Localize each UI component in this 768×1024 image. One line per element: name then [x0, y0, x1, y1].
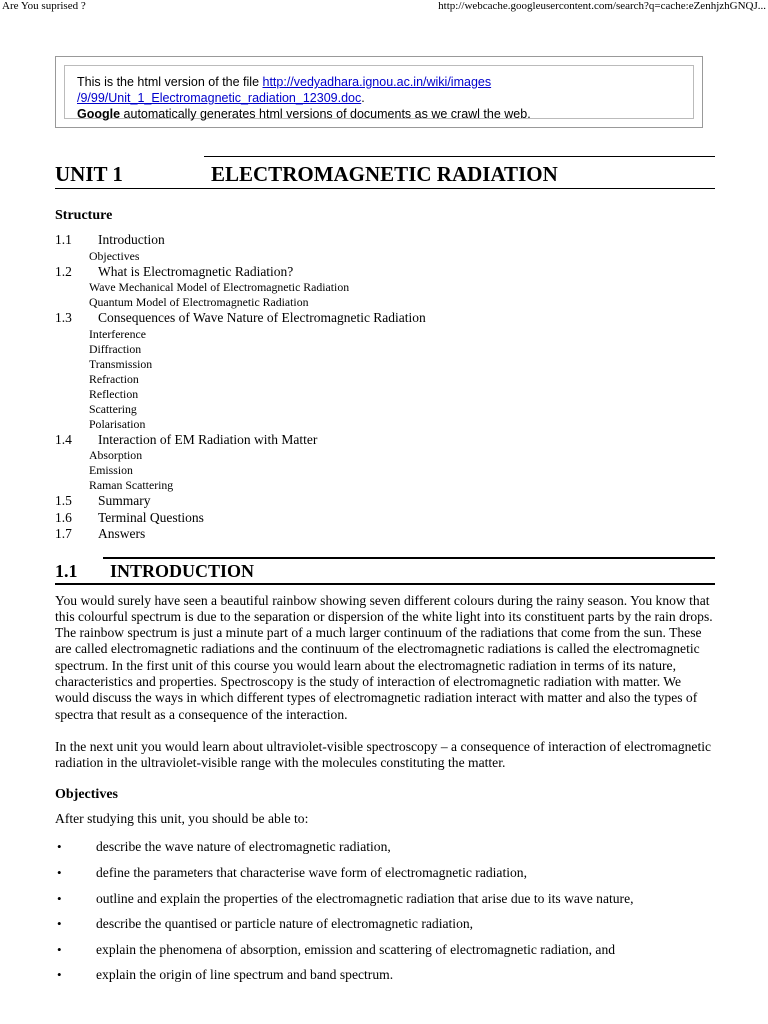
table-of-contents: [55, 232, 715, 543]
toc-subentry: Scattering: [89, 401, 137, 416]
google-brand: Google: [77, 107, 121, 121]
toc-subentry: Raman Scattering: [89, 478, 174, 492]
toc-entry-title: Introduction: [98, 232, 165, 247]
objective-text: define the parameters that characterise wave form of electromagnetic radiation,: [96, 865, 528, 881]
toc-subentry: Quantum Model of Electromagnetic Radiation: [89, 295, 309, 309]
toc-entry: [55, 232, 715, 249]
toc-entry-number: 1.3: [55, 310, 72, 325]
intro-paragraph-2: In the next unit you would learn about ultraviolet-visible spectroscopy – a consequence of interaction of electromagnetic radiation in the ultraviolet-visible range with the molecules constituting the matter.: [55, 738, 712, 771]
objective-text: explain the phenomena of absorption, emission and scattering of electromagnetic radiation, and: [96, 941, 616, 957]
toc-subentry: Diffraction: [89, 341, 142, 356]
toc-entry-title: Summary: [98, 493, 151, 508]
toc-entry-title: Terminal Questions: [98, 509, 204, 525]
notice-prefix: This is the html version of the file: [77, 75, 263, 89]
source-link-line2: /9/99/Unit_1_Electromagnetic_radiation_12309.doc: [77, 91, 362, 105]
objectives-list: [55, 839, 715, 993]
print-header-title: Are You suprised ?: [2, 0, 86, 12]
bullet-icon: •: [57, 916, 62, 932]
objective-item: [55, 967, 715, 993]
objectives-heading: Objectives: [55, 787, 118, 803]
objectives-intro: After studying this unit, you should be able to:: [55, 811, 309, 827]
toc-entry-number: 1.7: [55, 526, 72, 541]
objective-text: explain the origin of line spectrum and band spectrum.: [96, 967, 394, 983]
toc-subentry: Polarisation: [89, 416, 146, 431]
print-header: [0, 0, 768, 16]
notice-suffix: automatically generates html versions of documents as we crawl the web.: [120, 107, 531, 121]
toc-entry-number: 1.5: [55, 493, 72, 508]
objective-item: [55, 839, 715, 865]
toc-entry-number: 1.6: [55, 509, 72, 525]
toc-entry: [55, 510, 715, 527]
objective-item: [55, 891, 715, 917]
unit-rule-bottom: [55, 188, 715, 189]
section-number: 1.1: [55, 560, 78, 581]
source-link-line1: http://vedyadhara.ignou.ac.in/wiki/images: [262, 75, 492, 89]
objective-text: describe the wave nature of electromagnetic radiation,: [96, 839, 391, 855]
bullet-icon: •: [57, 890, 62, 906]
section-rule-top: [103, 557, 715, 559]
toc-entry: [55, 432, 715, 449]
intro-paragraph-1: You would surely have seen a beautiful rainbow showing seven different colours during the rainy season. You know that this colourful spectrum is due to the separation or dispersion of the white light into its constituent parts by the rain drops. The rainbow spectrum is just a minute part of a much larger continuum of the radiations that come from the sun. These are called electromagnetic radiations and the continuum of the electromagnetic radiations is called the electromagnetic spectrum. In the first unit of this course you would learn about the electromagnetic radiation in terms of its nature, characteristics and properties. Spectroscopy is the study of interaction of electromagnetic radiation with matter. We would discuss the ways in which different types of electromagnetic radiation interact with matter and also the types of spectra that result as a consequence of the interaction.: [55, 592, 713, 722]
toc-entry-title: Consequences of Wave Nature of Electromagnetic Radiation: [98, 310, 426, 325]
toc-entry-title: What is Electromagnetic Radiation?: [98, 263, 294, 279]
objective-item: [55, 942, 715, 968]
section-title: INTRODUCTION: [110, 560, 255, 581]
toc-subentry: Absorption: [89, 448, 143, 462]
toc-entry-number: 1.4: [55, 431, 72, 447]
toc-entry: [55, 264, 715, 281]
bullet-icon: •: [57, 865, 62, 881]
unit-label: UNIT 1: [55, 162, 123, 186]
toc-entry: [55, 493, 715, 510]
toc-subentry: Transmission: [89, 356, 153, 371]
toc-entry-number: 1.1: [55, 232, 72, 247]
toc-subentry: Emission: [89, 463, 133, 477]
bullet-icon: •: [57, 967, 62, 983]
toc-subentry: Reflection: [89, 386, 139, 401]
toc-subentry: Objectives: [89, 248, 140, 263]
unit-rule-top: [204, 156, 715, 157]
toc-subentry: Wave Mechanical Model of Electromagnetic Radiation: [89, 280, 350, 294]
unit-title: ELECTROMAGNETIC RADIATION: [211, 162, 558, 186]
section-rule-bottom: [55, 583, 715, 585]
google-cache-notice: [55, 56, 703, 128]
objective-item: [55, 865, 715, 891]
section-heading: [55, 553, 715, 585]
google-cache-notice-inner: [64, 65, 694, 119]
objective-item: [55, 916, 715, 942]
notice-period: .: [361, 91, 365, 105]
structure-heading: Structure: [55, 208, 113, 223]
toc-entry: [55, 526, 715, 543]
bullet-icon: •: [57, 941, 62, 957]
bullet-icon: •: [57, 839, 62, 855]
toc-entry-title: Answers: [98, 526, 146, 541]
toc-entry-title: Interaction of EM Radiation with Matter: [98, 431, 318, 447]
objective-text: describe the quantised or particle nature of electromagnetic radiation,: [96, 916, 474, 932]
toc-subentry: Refraction: [89, 371, 139, 386]
document-body: [55, 150, 715, 993]
toc-entry-number: 1.2: [55, 263, 72, 279]
unit-heading: [55, 150, 715, 192]
toc-subentry: Interference: [89, 326, 146, 341]
toc-entry: [55, 310, 715, 327]
print-header-url: http://webcache.googleusercontent.com/search?q=cache:eZenhjzhGNQJ...: [438, 0, 766, 12]
objective-text: outline and explain the properties of the electromagnetic radiation that arise due to its wave nature,: [96, 890, 634, 906]
